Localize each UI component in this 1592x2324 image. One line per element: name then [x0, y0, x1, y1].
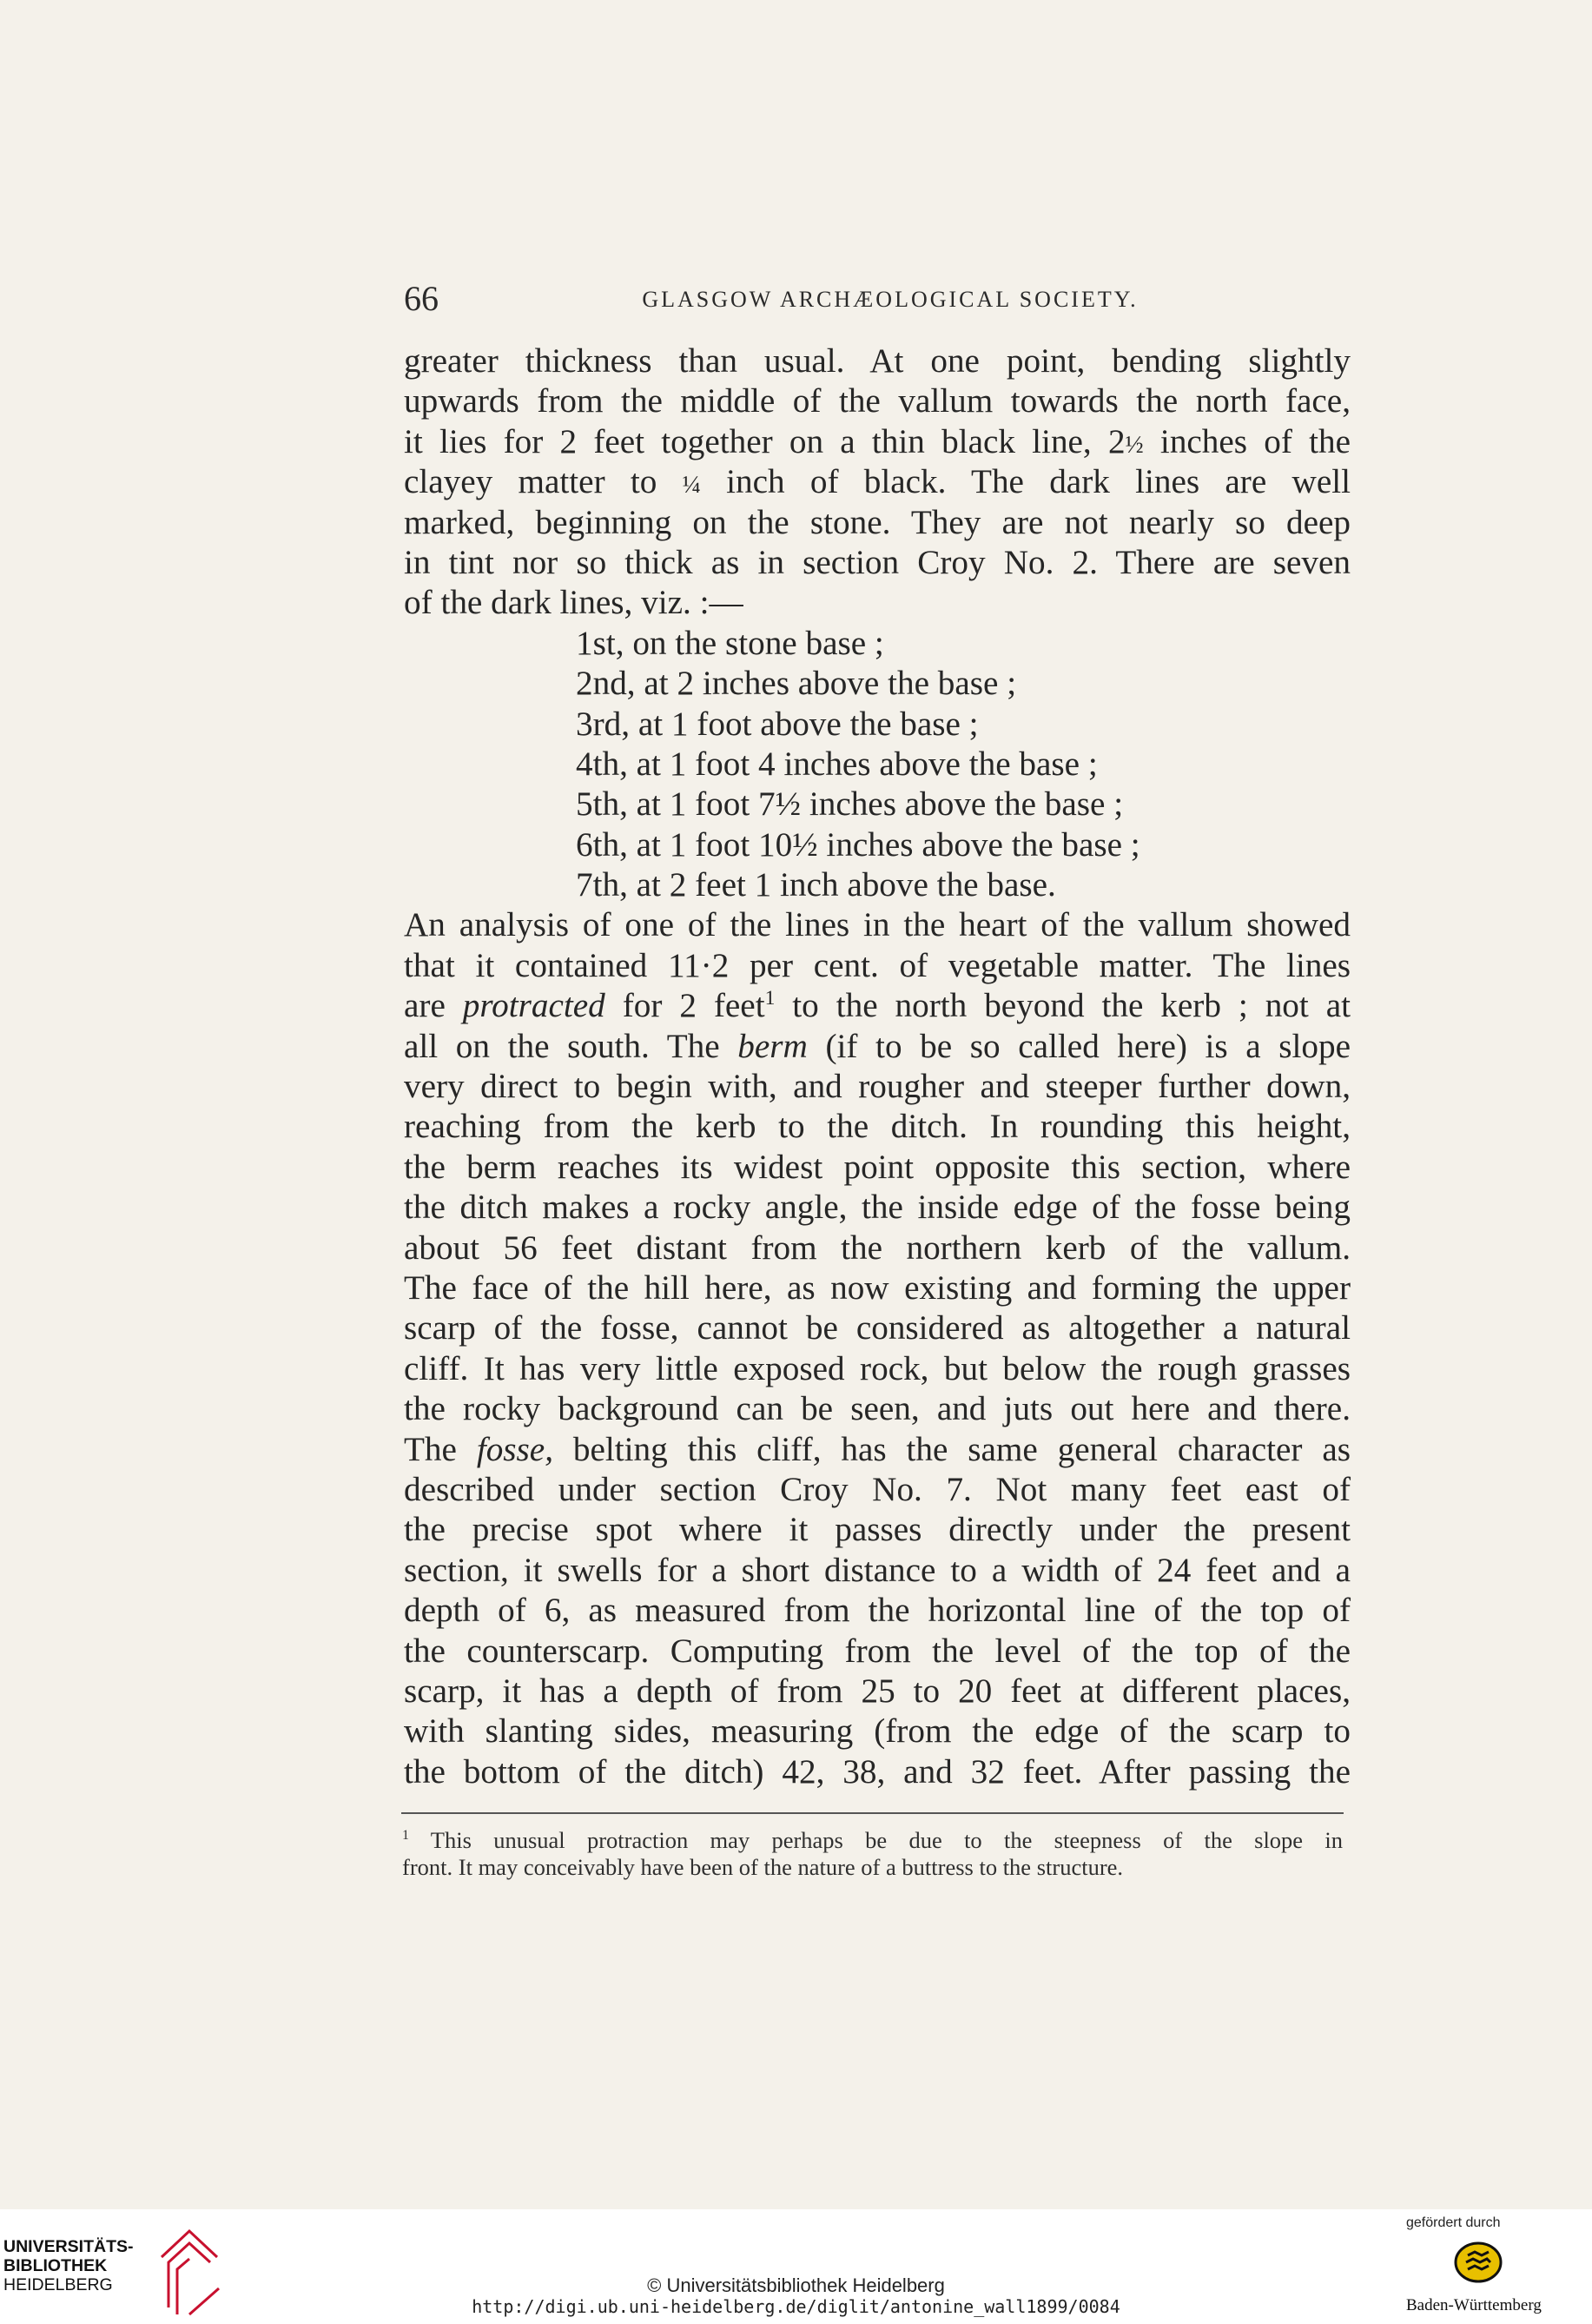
list-item: 1st, on the stone base ;: [576, 624, 884, 662]
text-run: This unusual protraction may perhaps be due to the steepness of the slope in: [408, 1827, 1343, 1853]
text-line: that it contained 11·2 per cent. of vegetable matter. The lines: [404, 946, 1351, 984]
library-name-line: UNIVERSITÄTS-: [3, 2237, 134, 2256]
list-item: 5th, at 1 foot 7½ inches above the base ;: [576, 785, 1124, 824]
footnote-ref: 1: [764, 987, 776, 1010]
text-line: upwards from the middle of the vallum towards the north face,: [404, 382, 1351, 420]
text-line: with slanting sides, measuring (from the edge of the scarp to: [404, 1712, 1351, 1751]
fraction: ¼: [682, 472, 701, 500]
text-run: inches of the: [1143, 422, 1351, 460]
text-run: The: [404, 1430, 477, 1468]
text-line: the precise spot where it passes directly under the present: [404, 1511, 1351, 1549]
library-name-line: BIBLIOTHEK: [3, 2256, 108, 2275]
text-line: depth of 6, as measured from the horizontal line of the top of: [404, 1592, 1351, 1630]
sponsor-name: Baden-Württemberg: [1406, 2296, 1542, 2314]
footnote: [402, 1827, 1343, 1881]
text-line: [404, 462, 1351, 502]
text-line: [404, 1430, 1351, 1470]
text-line: scarp of the fosse, cannot be considered as altogether a natural: [404, 1309, 1351, 1347]
page-header: [404, 278, 1351, 321]
text-run: inch of black. The dark lines are well: [700, 463, 1351, 501]
text-line: [404, 986, 1351, 1026]
text-line: greater thickness than usual. At one point, bending slightly: [404, 342, 1351, 380]
copyright-notice: © Universitätsbibliothek Heidelberg: [647, 2274, 945, 2296]
text-line: described under section Croy No. 7. Not many feet east of: [404, 1470, 1351, 1508]
text-line: reaching from the kerb to the ditch. In rounding this height,: [404, 1108, 1351, 1146]
list-item: 3rd, at 1 foot above the base ;: [576, 705, 979, 743]
text-run: are: [404, 987, 463, 1025]
text-run: it lies for 2 feet together on a thin black line, 2: [404, 422, 1126, 460]
text-line: The face of the hill here, as now existing and forming the upper: [404, 1268, 1351, 1307]
list-item: 7th, at 2 feet 1 inch above the base.: [576, 866, 1056, 904]
italic-term: berm: [737, 1027, 808, 1065]
text-line: [404, 422, 1351, 462]
text-line: very direct to begin with, and rougher and steeper further down,: [404, 1068, 1351, 1106]
list-item: 6th, at 1 foot 10½ inches above the base ;: [576, 825, 1140, 864]
footnote-divider: [401, 1812, 1344, 1814]
text-run: for 2 feet: [604, 987, 765, 1025]
text-line: of the dark lines, viz. :—: [404, 584, 743, 622]
italic-term: fosse,: [476, 1430, 553, 1468]
list-item: 2nd, at 2 inches above the base ;: [576, 665, 1017, 703]
text-line: section, it swells for a short distance to a width of 24 feet and a: [404, 1551, 1351, 1589]
text-line: the ditch makes a rocky angle, the inside edge of the fosse being: [404, 1188, 1351, 1227]
footnote-line: [402, 1827, 1343, 1854]
text-line: the counterscarp. Computing from the level of the top of the: [404, 1632, 1351, 1670]
text-line: the rocky background can be seen, and juts out here and there.: [404, 1390, 1351, 1428]
text-line: cliff. It has very little exposed rock, but below the rough grasses: [404, 1349, 1351, 1387]
text-run: all on the south. The: [404, 1027, 738, 1065]
text-run: (if to be so called here) is a slope: [807, 1027, 1351, 1065]
library-name-line: HEIDELBERG: [3, 2275, 113, 2294]
list-item: 4th, at 1 foot 4 inches above the base ;: [576, 745, 1098, 783]
text-line: [404, 1027, 1351, 1067]
permalink-url[interactable]: http://digi.ub.uni-heidelberg.de/diglit/antonine_wall1899/0084: [472, 2296, 1120, 2317]
footnote-line: front. It may conceivably have been of the nature of a buttress to the structure.: [402, 1854, 1124, 1880]
fraction: ½: [1125, 431, 1144, 459]
state-emblem-icon: [1452, 2240, 1504, 2285]
text-run: clayey matter to: [404, 463, 683, 501]
body-text: [404, 341, 1351, 1792]
text-run: belting this cliff, has the same general character as: [553, 1430, 1351, 1468]
text-line: scarp, it has a depth of from 25 to 20 feet at different places,: [404, 1672, 1351, 1710]
sponsor-label: gefördert durch: [1406, 2215, 1501, 2230]
text-line: in tint nor so thick as in section Croy No. 2. There are seven: [404, 543, 1351, 581]
text-line: the bottom of the ditch) 42, 38, and 32 feet. After passing the: [404, 1752, 1351, 1791]
italic-term: protracted: [462, 987, 605, 1025]
running-head: GLASGOW ARCHÆOLOGICAL SOCIETY.: [642, 287, 1139, 312]
page-number: 66: [404, 279, 439, 318]
text-run: to the north beyond the kerb ; not at: [775, 987, 1351, 1025]
text-line: about 56 feet distant from the northern kerb of the vallum.: [404, 1228, 1351, 1267]
text-line: the berm reaches its widest point opposite this section, where: [404, 1148, 1351, 1186]
text-line: An analysis of one of the lines in the heart of the vallum showed: [404, 906, 1351, 944]
footnote-marker: 1: [402, 1828, 409, 1844]
text-line: marked, beginning on the stone. They are not nearly so deep: [404, 503, 1351, 541]
